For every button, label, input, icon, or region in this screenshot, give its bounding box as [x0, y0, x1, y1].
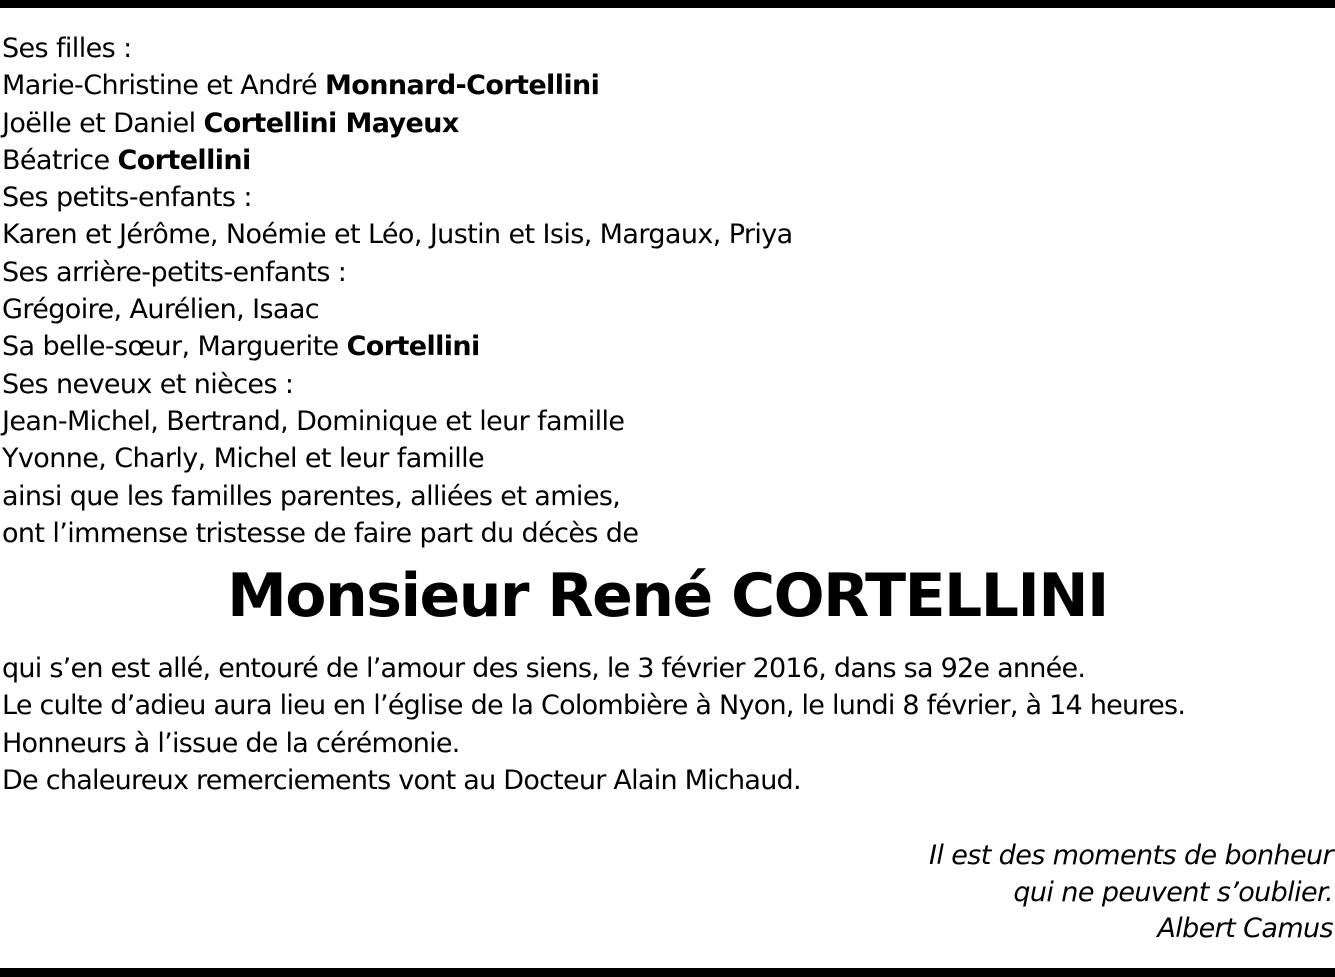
family-line — [2, 328, 793, 365]
family-list — [2, 30, 793, 552]
family-line-surname: Cortellini — [346, 331, 480, 363]
family-line-text: ainsi que les familles parentes, alliées et amies, — [2, 480, 621, 512]
bottom-border-rule — [0, 968, 1335, 977]
family-line — [2, 366, 793, 403]
ceremony-details — [2, 650, 1185, 799]
family-line — [2, 142, 793, 179]
family-line — [2, 440, 793, 477]
family-line-text: Joëlle et Daniel — [2, 107, 204, 139]
family-line — [2, 515, 793, 552]
family-line-text: Karen et Jérôme, Noémie et Léo, Justin et Isis, Margaux, Priya — [2, 219, 793, 251]
family-line — [2, 291, 793, 328]
detail-line: qui s’en est allé, entouré de l’amour des siens, le 3 février 2016, dans sa 92e année. — [2, 653, 1086, 684]
family-line-surname: Cortellini — [117, 144, 251, 176]
family-line-text: Grégoire, Aurélien, Isaac — [2, 294, 320, 326]
family-line-text: Marie-Christine et André — [2, 70, 326, 102]
family-line-text: Ses neveux et nièces : — [2, 368, 294, 400]
quote-line: Il est des moments de bonheur — [928, 840, 1333, 871]
family-line — [2, 179, 793, 216]
family-line-text: Yvonne, Charly, Michel et leur famille — [2, 443, 485, 475]
family-line-text: ont l’immense tristesse de faire part du décès de — [2, 517, 639, 549]
family-line — [2, 254, 793, 291]
family-line-text: Ses petits-enfants : — [2, 182, 252, 214]
family-line-text: Sa belle-sœur, Marguerite — [2, 331, 347, 363]
detail-line: Honneurs à l’issue de la cérémonie. — [2, 727, 460, 759]
quote-block — [929, 838, 1333, 948]
family-line — [2, 30, 793, 67]
quote-line: qui ne peuvent s’oublier. — [1013, 876, 1333, 908]
family-line-text: Jean-Michel, Bertrand, Dominique et leur famille — [2, 405, 625, 437]
detail-line: De chaleureux remerciements vont au Docteur Alain Michaud. — [2, 764, 801, 796]
quote-author: Albert Camus — [1157, 913, 1333, 944]
detail-line: Le culte d’adieu aura lieu en l’église de la Colombière à Nyon, le lundi 8 février, à 14 heures. — [2, 690, 1186, 722]
family-line — [2, 403, 793, 440]
family-line — [2, 67, 793, 104]
family-line — [2, 105, 793, 142]
family-line-text: Béatrice — [2, 144, 118, 176]
family-line-surname: Monnard-Cortellini — [325, 70, 600, 102]
family-line — [2, 216, 793, 253]
deceased-name: Monsieur René CORTELLINI — [227, 561, 1108, 631]
family-line — [2, 478, 793, 515]
family-line-text: Ses arrière-petits-enfants : — [2, 256, 347, 288]
top-border-rule — [0, 0, 1335, 8]
family-line-surname: Cortellini Mayeux — [203, 107, 459, 139]
family-line-text: Ses filles : — [2, 33, 132, 64]
